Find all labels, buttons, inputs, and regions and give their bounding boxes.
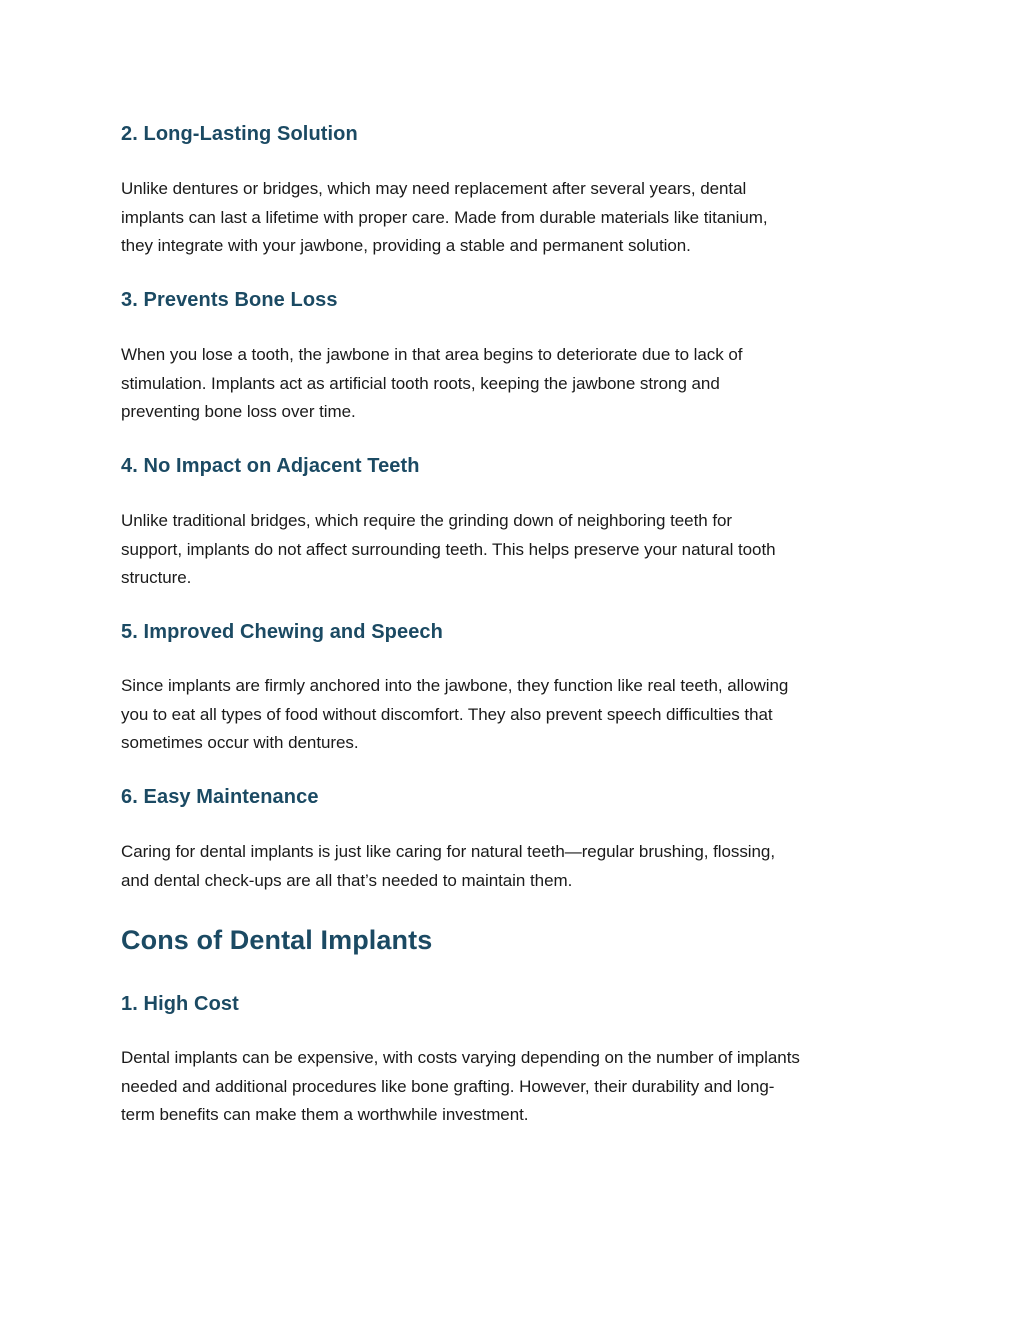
text-line: term benefits can make them a worthwhile investment. (121, 1105, 529, 1124)
paragraph-easy-maintenance (121, 838, 907, 895)
paragraph-prevents-bone-loss (121, 341, 907, 427)
heading-no-impact-adjacent-teeth: 4. No Impact on Adjacent Teeth (121, 455, 420, 477)
text-line: and dental check-ups are all that’s needed to maintain them. (121, 870, 573, 890)
text-line: Unlike dentures or bridges, which may need replacement after several years, dental (121, 179, 747, 198)
text-line: Since implants are firmly anchored into the jawbone, they function like real teeth, allowing (121, 676, 789, 695)
text-line: Unlike traditional bridges, which require the grinding down of neighboring teeth for (121, 511, 733, 530)
heading-prevents-bone-loss: 3. Prevents Bone Loss (121, 289, 338, 311)
text-line: support, implants do not affect surrounding teeth. This helps preserve your natural tooth (121, 539, 776, 559)
heading-improved-chewing-speech: 5. Improved Chewing and Speech (121, 621, 443, 643)
paragraph-no-impact-adjacent-teeth (121, 507, 907, 593)
paragraph-improved-chewing-speech (121, 672, 907, 758)
text-line: structure. (121, 568, 192, 587)
text-line: Caring for dental implants is just like caring for natural teeth—regular brushing, flossing, (121, 842, 776, 861)
text-line: sometimes occur with dentures. (121, 733, 359, 752)
paragraph-high-cost (121, 1044, 907, 1130)
text-line: they integrate with your jawbone, providing a stable and permanent solution. (121, 236, 691, 255)
text-line: needed and additional procedures like bone grafting. However, their durability and long- (121, 1076, 775, 1096)
text-line: Dental implants can be expensive, with costs varying depending on the number of implants (121, 1048, 800, 1067)
heading-cons-of-dental-implants: Cons of Dental Implants (121, 925, 433, 955)
heading-long-lasting-solution: 2. Long-Lasting Solution (121, 123, 358, 145)
text-line: implants can last a lifetime with proper care. Made from durable materials like titanium, (121, 207, 768, 227)
text-line: preventing bone loss over time. (121, 402, 356, 421)
paragraph-long-lasting-solution (121, 175, 907, 261)
heading-easy-maintenance: 6. Easy Maintenance (121, 786, 319, 808)
text-line: stimulation. Implants act as artificial tooth roots, keeping the jawbone strong and (121, 373, 720, 393)
text-line: you to eat all types of food without discomfort. They also prevent speech difficulties that (121, 704, 773, 724)
heading-high-cost: 1. High Cost (121, 993, 239, 1015)
text-line: When you lose a tooth, the jawbone in that area begins to deteriorate due to lack of (121, 345, 743, 364)
